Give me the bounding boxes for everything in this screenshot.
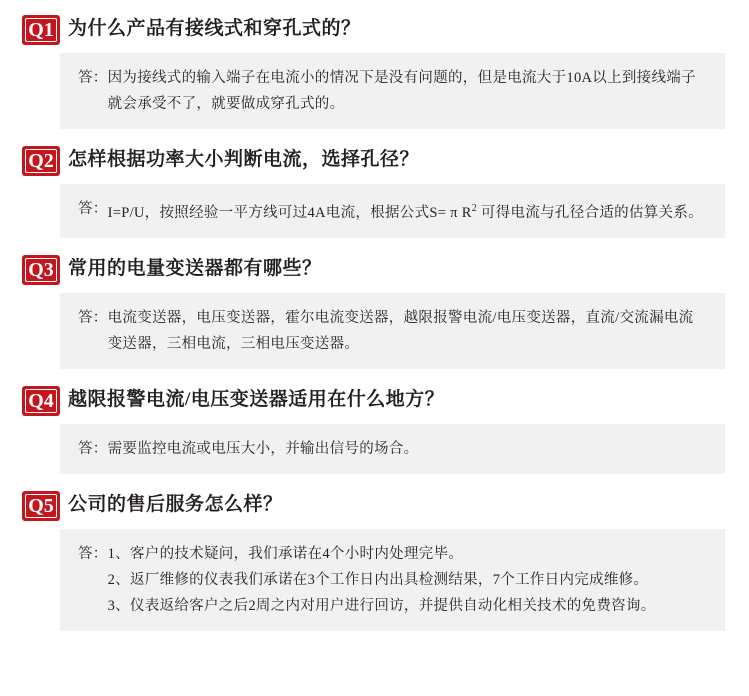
answer-text: 电流变送器，电压变送器，霍尔电流变送器，越限报警电流/电压变送器，直流/交流漏电流变送器，三相电流，三相电压变送器。 [107,309,694,352]
list-marker: 3、 [107,597,130,614]
answer-box [60,424,725,474]
faq-item [0,379,749,474]
answer-label: 答： [78,545,108,562]
faq-item [0,248,749,369]
answer-label: 答： [78,440,108,457]
question-row [0,379,749,420]
answer-superscript: 2 [471,203,477,214]
question-row [0,248,749,289]
question-text: 越限报警电流/电压变送器适用在什么地方？ [68,388,445,410]
answer-text: 因为接线式的输入端子在电流小的情况下是没有问题的，但是电流大于10A以上到接线端子就会承受不了，就要做成穿孔式的。 [107,70,696,112]
answer-paragraph [78,305,707,357]
question-badge [22,386,60,416]
answer-box [60,53,725,129]
list-marker: 1、 [107,545,130,562]
answer-list-item [78,593,707,619]
faq-item [0,139,749,238]
list-marker: 2、 [107,571,130,588]
question-badge [22,255,60,285]
badge-label: Q3 [28,258,54,281]
answer-list-item [78,567,707,593]
answer-paragraph [78,436,707,462]
answer-label: 答： [78,201,108,217]
answer-text: 需要监控电流或电压大小，并输出信号的场合。 [107,440,419,457]
answer-box [60,529,725,631]
question-text: 公司的售后服务怎么样？ [68,493,283,515]
answer-label: 答： [78,70,108,86]
answer-label: 答： [78,309,108,326]
badge-label: Q1 [28,19,54,41]
answer-text [108,196,707,226]
question-text: 怎样根据功率大小判断电流，选择孔径？ [68,149,420,170]
answer-list [78,541,707,619]
faq-item [0,484,749,631]
answer-box [60,184,725,238]
answer-paragraph [78,65,707,117]
answer-box [60,293,725,369]
question-text: 为什么产品有接线式和穿孔式的？ [68,18,361,39]
question-row [0,484,749,525]
badge-label: Q4 [28,389,54,412]
list-item-text: 客户的技术疑问，我们承诺在4个小时内处理完毕。 [129,545,464,562]
question-row [0,8,749,49]
answer-list-item [78,541,707,567]
list-item-text: 仪表返给客户之后2周之内对用户进行回访，并提供自动化相关技术的免费咨询。 [129,597,656,614]
badge-label: Q2 [28,150,54,172]
question-badge [22,146,60,176]
answer-text-part1: I=P/U，按照经验一平方线可过4A电流，根据公式S= π R [107,204,472,221]
question-text: 常用的电量变送器都有哪些？ [68,257,322,279]
faq-item [0,8,749,129]
question-badge [22,15,60,45]
question-badge [22,491,60,521]
question-row [0,139,749,180]
answer-text-part2: 可得电流与孔径合适的估算关系。 [477,204,703,221]
badge-label: Q5 [28,494,54,517]
list-item-text: 返厂维修的仪表我们承诺在3个工作日内出具检测结果，7个工作日内完成维修。 [129,571,649,588]
answer-paragraph [78,196,707,226]
